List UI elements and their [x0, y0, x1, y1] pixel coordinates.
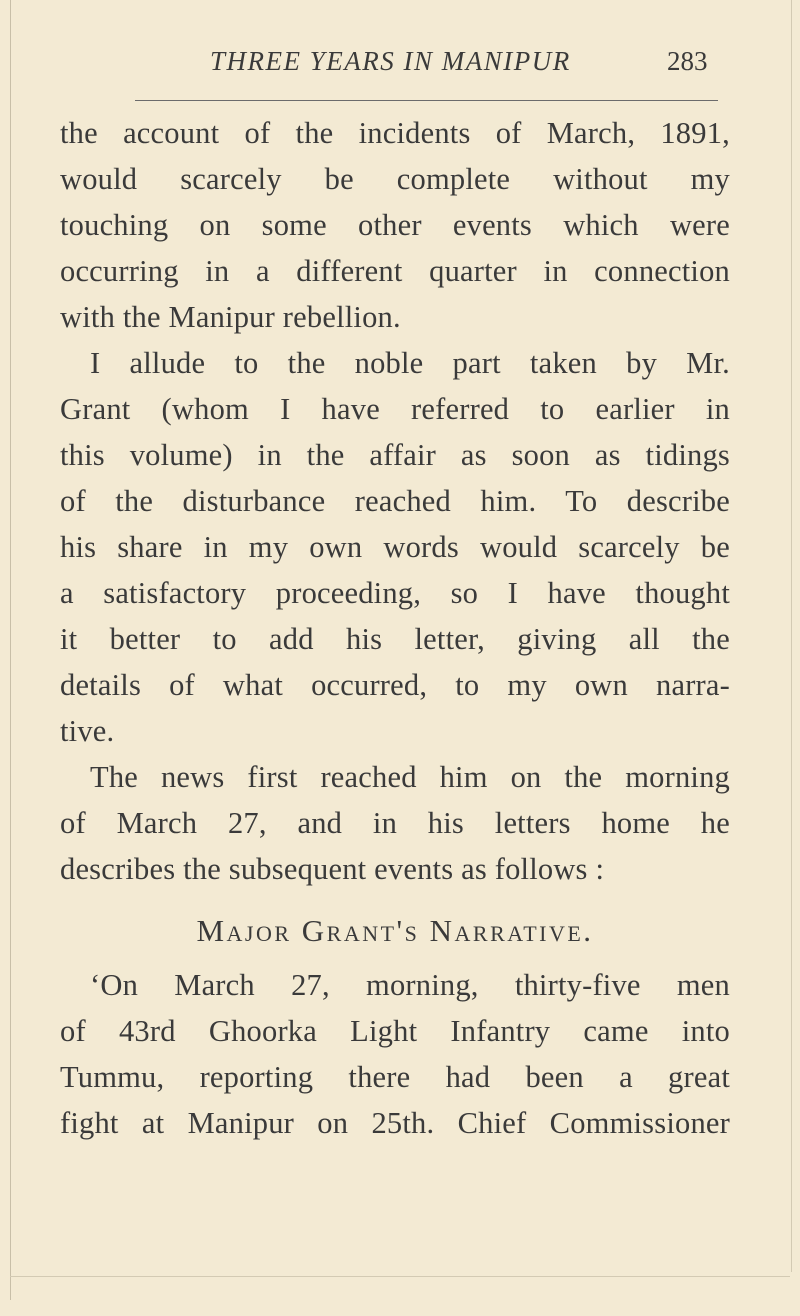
text-line: details of what occurred, to my own narra-: [60, 668, 730, 702]
text-line: a satisfactory proceeding, so I have thought: [60, 576, 730, 610]
text-line: would scarcely be complete without my: [60, 162, 730, 196]
text-line: with the Manipur rebellion.: [60, 300, 401, 334]
text-line: it better to add his letter, giving all the: [60, 622, 730, 656]
text-line: his share in my own words would scarcely be: [60, 530, 730, 564]
text-line: I allude to the noble part taken by Mr.: [90, 346, 730, 380]
running-head: [0, 46, 800, 86]
paragraph-1: [60, 110, 730, 340]
page-bottom-edge: [10, 1276, 790, 1277]
text-line: of March 27, and in his letters home he: [60, 806, 730, 840]
text-line: Grant (whom I have referred to earlier in: [60, 392, 730, 426]
text-line: the account of the incidents of March, 1891,: [60, 116, 730, 150]
page-left-edge: [10, 0, 11, 1300]
text-line: The news first reached him on the morning: [90, 760, 730, 794]
text-line: tive.: [60, 714, 115, 748]
text-line: this volume) in the affair as soon as tidings: [60, 438, 730, 472]
text-line: fight at Manipur on 25th. Chief Commissioner: [60, 1106, 730, 1140]
text-line: of the disturbance reached him. To describe: [60, 484, 730, 518]
section-heading: Major Grant's Narrative.: [196, 913, 594, 948]
page-number: 283: [667, 46, 708, 76]
paragraph-2: [60, 340, 730, 754]
text-line: ‘On March 27, morning, thirty-five men: [90, 968, 730, 1002]
body-text: [60, 110, 730, 1146]
header-rule: [135, 100, 718, 101]
page-right-edge: [791, 0, 792, 1272]
text-line: touching on some other events which were: [60, 208, 730, 242]
paragraph-4: [60, 962, 730, 1146]
running-title: THREE YEARS IN MANIPUR: [210, 46, 571, 76]
text-line: of 43rd Ghoorka Light Infantry came into: [60, 1014, 730, 1048]
text-line: describes the subsequent events as follows :: [60, 852, 605, 886]
text-line: occurring in a different quarter in connection: [60, 254, 730, 288]
paragraph-3: [60, 754, 730, 892]
text-line: Tummu, reporting there had been a great: [60, 1060, 730, 1094]
